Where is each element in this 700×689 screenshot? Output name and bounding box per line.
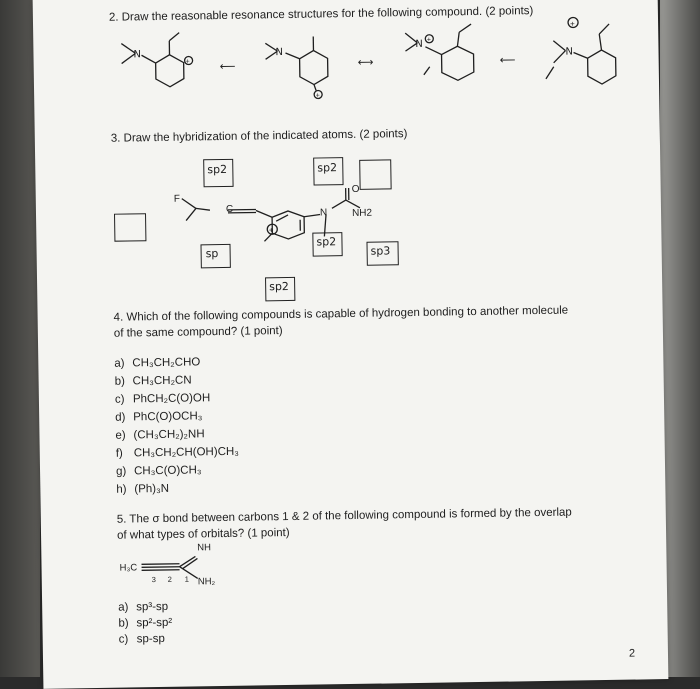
resonance-structure-1 (113, 32, 224, 109)
q5-option-c[interactable]: sp-sp (137, 633, 165, 645)
resonance-arrow-2: ⟷ (358, 56, 374, 69)
hybridization-answer-5: sp3 (371, 244, 391, 257)
resonance-arrow-1: ⟵ (220, 60, 236, 73)
q4-option-d[interactable]: PhC(O)OCH₃ (133, 410, 202, 423)
q3-prompt: 3. Draw the hybridization of the indicated atoms. (2 points) (111, 128, 408, 145)
svg-text:+: + (427, 37, 431, 44)
q5-option-a[interactable]: sp³-sp (136, 601, 168, 614)
q4-option-h[interactable]: (Ph)₃N (134, 483, 169, 496)
q4-option-f-letter[interactable]: f) (116, 448, 123, 460)
hybridization-answer-1: sp2 (207, 163, 227, 176)
svg-text:+: + (186, 58, 190, 65)
q5-carbon-1: 1 (185, 575, 189, 584)
q5-option-b-letter[interactable]: b) (118, 618, 128, 630)
q5-carbon-3: 3 (152, 575, 156, 584)
atom-label-f: F (174, 194, 180, 205)
hybridization-answer-4: sp2 (316, 235, 336, 248)
q4-option-c-letter[interactable]: c) (115, 394, 125, 406)
resonance-structure-4 (533, 6, 634, 98)
worksheet-page (33, 0, 669, 689)
q4-prompt-line1: 4. Which of the following compounds is capable of hydrogen bonding to another molecule (114, 305, 569, 324)
svg-text:N: N (565, 46, 573, 57)
q4-option-d-letter[interactable]: d) (115, 412, 125, 424)
q5-carbon-2: 2 (168, 575, 172, 584)
q4-option-e[interactable]: (CH₃CH₂)₂NH (133, 428, 204, 441)
q5-structure-nh2: NH₂ (198, 576, 216, 587)
svg-text:+: + (269, 226, 274, 235)
q5-structure-nh: NH (197, 542, 211, 553)
hybridization-box-4[interactable] (114, 213, 146, 241)
atom-label-c: C (226, 204, 233, 215)
resonance-structure-2 (261, 28, 362, 110)
q5-prompt-line1: 5. The σ bond between carbons 1 & 2 of the following compound is formed by the overlap (117, 507, 572, 526)
atom-label-o: O (352, 184, 360, 195)
resonance-structure-3 (401, 22, 502, 104)
q4-option-b[interactable]: CH₃CH₂CN (133, 375, 192, 388)
svg-text:N: N (275, 47, 283, 58)
q4-option-h-letter[interactable]: h) (116, 484, 126, 496)
q4-option-g[interactable]: CH₃C(O)CH₃ (134, 464, 202, 477)
q5-option-c-letter[interactable]: c) (119, 634, 129, 646)
hybridization-answer-6: sp2 (269, 280, 289, 293)
q5-prompt-line2: of what types of orbitals? (1 point) (117, 527, 290, 542)
atom-label-nh2: NH2 (352, 208, 372, 219)
page-number: 2 (629, 648, 635, 660)
resonance-arrow-3: ⟵ (500, 53, 516, 66)
atom-label-n: N (320, 207, 327, 218)
hybridization-answer-3: sp (206, 247, 219, 260)
hybridization-molecule (146, 184, 377, 278)
q4-option-a[interactable]: CH₃CH₂CHO (132, 356, 200, 369)
svg-text:N: N (133, 49, 141, 60)
hybridization-answer-2: sp2 (317, 161, 337, 174)
q4-prompt-line2: of the same compound? (1 point) (114, 325, 283, 340)
q2-prompt: 2. Draw the reasonable resonance structures for the following compound. (2 points) (109, 5, 534, 24)
q4-option-e-letter[interactable]: e) (115, 430, 125, 442)
q5-option-a-letter[interactable]: a) (118, 602, 128, 614)
svg-text:N: N (415, 39, 423, 50)
svg-text:+: + (570, 19, 575, 28)
q4-option-f[interactable]: CH₃CH₂CH(OH)CH₃ (134, 446, 239, 460)
q4-option-g-letter[interactable]: g) (116, 466, 126, 478)
q5-structure-h3c: H₃C (119, 562, 137, 573)
q4-option-c[interactable]: PhCH₂C(O)OH (133, 392, 210, 405)
q4-option-b-letter[interactable]: b) (115, 376, 125, 388)
q5-option-b[interactable]: sp²-sp² (136, 617, 172, 630)
q4-option-a-letter[interactable]: a) (114, 358, 124, 370)
svg-text:+: + (316, 92, 320, 99)
